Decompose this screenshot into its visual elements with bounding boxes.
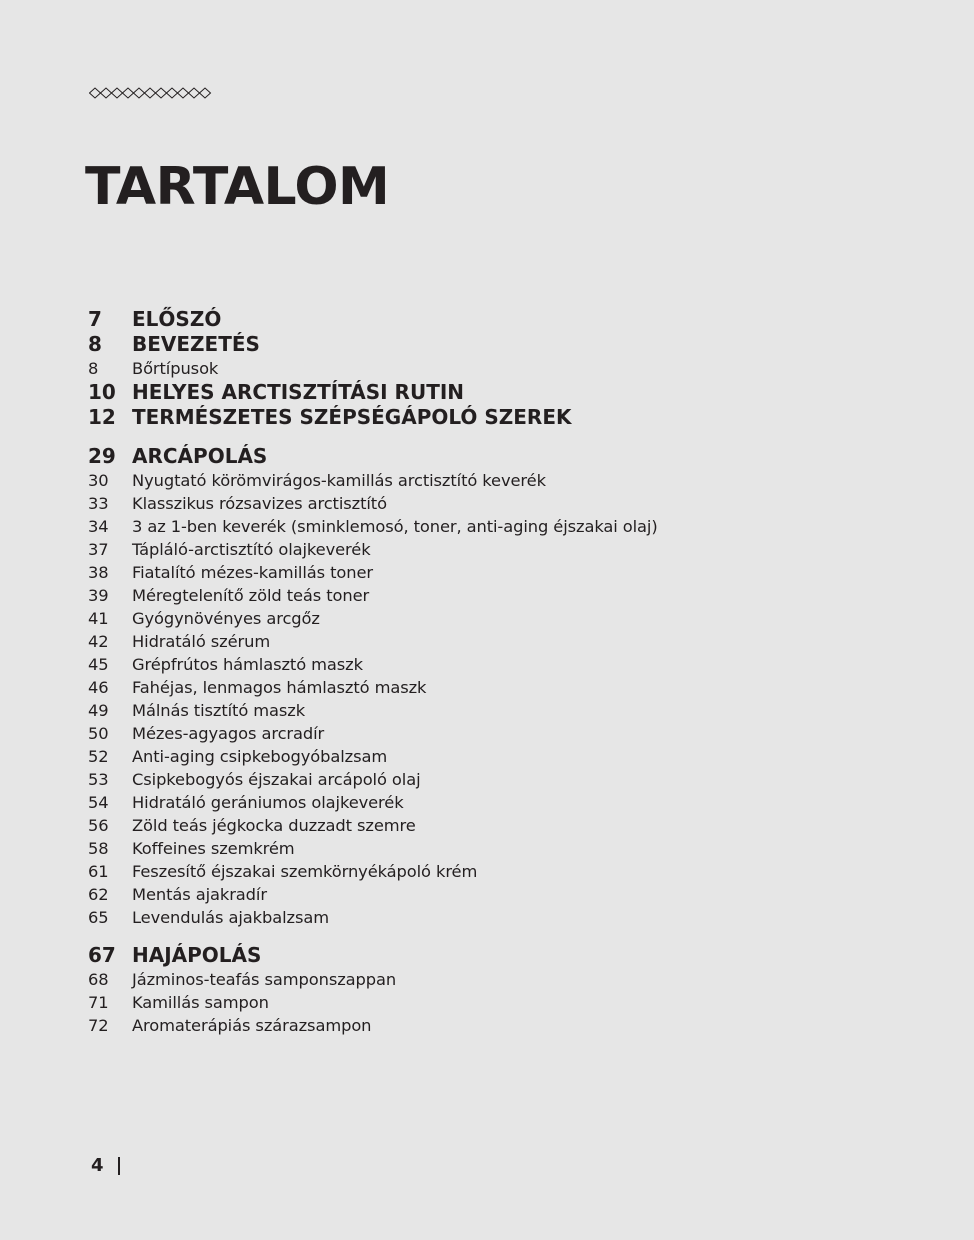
toc-page-number: 58 <box>88 839 109 858</box>
toc-chapter-row[interactable] <box>88 405 888 430</box>
toc-entry-title: Klasszikus rózsavizes arctisztító <box>132 494 387 513</box>
toc-entry-title: Koffeines szemkrém <box>132 839 295 858</box>
toc-entry-title: Zöld teás jégkocka duzzadt szemre <box>132 816 416 835</box>
toc-page-number: 34 <box>88 517 109 536</box>
toc-page-number: 10 <box>88 380 116 404</box>
toc-entry-row[interactable] <box>88 722 888 745</box>
toc-page-number: 39 <box>88 586 109 605</box>
toc-entry-title: Anti-aging csipkebogyóbalzsam <box>132 747 388 766</box>
toc-section <box>88 444 888 929</box>
toc-page-number: 52 <box>88 747 109 766</box>
diamond-shape <box>178 88 189 98</box>
toc-entry-title: TERMÉSZETES SZÉPSÉGÁPOLÓ SZEREK <box>132 405 572 429</box>
toc-entry-title: Fahéjas, lenmagos hámlasztó maszk <box>132 678 427 697</box>
toc-page-number: 7 <box>88 307 102 331</box>
toc-entry-row[interactable] <box>88 607 888 630</box>
toc-page-number: 37 <box>88 540 109 559</box>
diamond-shape <box>134 88 145 98</box>
toc-page-number: 49 <box>88 701 109 720</box>
diamond-shape <box>156 88 167 98</box>
toc-section <box>88 943 888 1037</box>
toc-entry-row[interactable] <box>88 791 888 814</box>
toc-page-number: 38 <box>88 563 109 582</box>
toc-page-number: 46 <box>88 678 109 697</box>
toc-entry-title: HAJÁPOLÁS <box>132 943 262 967</box>
toc-entry-title: ELŐSZÓ <box>132 307 222 331</box>
toc-entry-row[interactable] <box>88 357 888 380</box>
toc-chapter-row[interactable] <box>88 444 888 469</box>
toc-entry-title: 3 az 1-ben keverék (sminklemosó, toner, anti-aging éjszakai olaj) <box>132 517 658 536</box>
toc-entry-row[interactable] <box>88 676 888 699</box>
toc-page-number: 71 <box>88 993 109 1012</box>
toc-entry-title: Hidratáló szérum <box>132 632 271 651</box>
toc-page-number: 8 <box>88 359 99 378</box>
toc-entry-title: Mézes-agyagos arcradír <box>132 724 325 743</box>
toc-entry-row[interactable] <box>88 515 888 538</box>
page-number: 4 <box>91 1155 104 1176</box>
toc-page-number: 72 <box>88 1016 109 1035</box>
section-spacer <box>88 430 888 444</box>
toc-entry-title: Grépfrútos hámlasztó maszk <box>132 655 363 674</box>
page-number-separator <box>118 1157 120 1175</box>
toc-entry-row[interactable] <box>88 883 888 906</box>
toc-page-number: 8 <box>88 332 102 356</box>
toc-page-number: 29 <box>88 444 116 468</box>
diamond-shape <box>112 88 123 98</box>
toc-entry-title: Jázminos-teafás samponszappan <box>132 970 397 989</box>
diamond-shape <box>167 88 178 98</box>
toc-entry-row[interactable] <box>88 837 888 860</box>
toc-page-number: 65 <box>88 908 109 927</box>
toc-entry-title: Hidratáló gerániumos olajkeverék <box>132 793 404 812</box>
toc-entry-row[interactable] <box>88 814 888 837</box>
toc-entry-row[interactable] <box>88 653 888 676</box>
toc-page-number: 54 <box>88 793 109 812</box>
toc-entry-title: Bőrtípusok <box>132 359 219 378</box>
toc-entry-row[interactable] <box>88 492 888 515</box>
diamond-shape <box>189 88 200 98</box>
toc-entry-title: Gyógynövényes arcgőz <box>132 609 320 628</box>
toc-entry-title: Csipkebogyós éjszakai arcápoló olaj <box>132 770 421 789</box>
toc-page-number: 42 <box>88 632 109 651</box>
diamond-shape <box>145 88 156 98</box>
toc-entry-row[interactable] <box>88 469 888 492</box>
toc-entry-row[interactable] <box>88 991 888 1014</box>
toc-section <box>88 307 888 430</box>
diamond-shape <box>123 88 134 98</box>
toc-entry-title: Fiatalító mézes-kamillás toner <box>132 563 373 582</box>
toc-entry-title: Málnás tisztító maszk <box>132 701 306 720</box>
toc-entry-title: Nyugtató körömvirágos-kamillás arctisztító keverék <box>132 471 546 490</box>
toc-entry-title: Méregtelenítő zöld teás toner <box>132 586 370 605</box>
toc-page-number: 33 <box>88 494 109 513</box>
toc-entry-title: Tápláló-arctisztító olajkeverék <box>132 540 371 559</box>
toc-chapter-row[interactable] <box>88 307 888 332</box>
toc-entry-title: Mentás ajakradír <box>132 885 267 904</box>
toc-entry-row[interactable] <box>88 538 888 561</box>
toc-entry-title: Feszesítő éjszakai szemkörnyékápoló krém <box>132 862 478 881</box>
toc-entry-title: HELYES ARCTISZTÍTÁSI RUTIN <box>132 380 465 404</box>
toc-entry-row[interactable] <box>88 968 888 991</box>
toc-entry-title: Levendulás ajakbalzsam <box>132 908 329 927</box>
toc-entry-title: Kamillás sampon <box>132 993 269 1012</box>
toc-page-number: 50 <box>88 724 109 743</box>
toc-entry-row[interactable] <box>88 561 888 584</box>
toc-entry-row[interactable] <box>88 1014 888 1037</box>
toc-page-number: 68 <box>88 970 109 989</box>
toc-entry-row[interactable] <box>88 768 888 791</box>
toc-page-number: 61 <box>88 862 109 881</box>
toc-entry-title: Aromaterápiás szárazsampon <box>132 1016 372 1035</box>
toc-page-number: 67 <box>88 943 116 967</box>
toc-entry-row[interactable] <box>88 630 888 653</box>
toc-page-number: 53 <box>88 770 109 789</box>
page-title: TARTALOM <box>85 157 390 217</box>
toc-entry-row[interactable] <box>88 860 888 883</box>
diamond-shape <box>200 88 211 98</box>
toc-entry-row[interactable] <box>88 584 888 607</box>
toc-entry-row[interactable] <box>88 699 888 722</box>
toc-page-number: 30 <box>88 471 109 490</box>
toc-entry-title: BEVEZETÉS <box>132 332 260 356</box>
toc-page-number: 12 <box>88 405 116 429</box>
page-footer <box>91 1154 120 1178</box>
toc-page-number: 56 <box>88 816 109 835</box>
diamond-shape <box>90 88 101 98</box>
section-spacer <box>88 929 888 943</box>
table-of-contents <box>88 307 888 1037</box>
toc-page-number: 41 <box>88 609 109 628</box>
toc-page-number: 45 <box>88 655 109 674</box>
toc-entry-row[interactable] <box>88 906 888 929</box>
toc-chapter-row[interactable] <box>88 332 888 357</box>
toc-page-number: 62 <box>88 885 109 904</box>
toc-chapter-row[interactable] <box>88 943 888 968</box>
toc-entry-row[interactable] <box>88 745 888 768</box>
toc-chapter-row[interactable] <box>88 380 888 405</box>
diamond-shape <box>101 88 112 98</box>
diamond-ornament-icon <box>89 86 212 100</box>
toc-entry-title: ARCÁPOLÁS <box>132 444 268 468</box>
